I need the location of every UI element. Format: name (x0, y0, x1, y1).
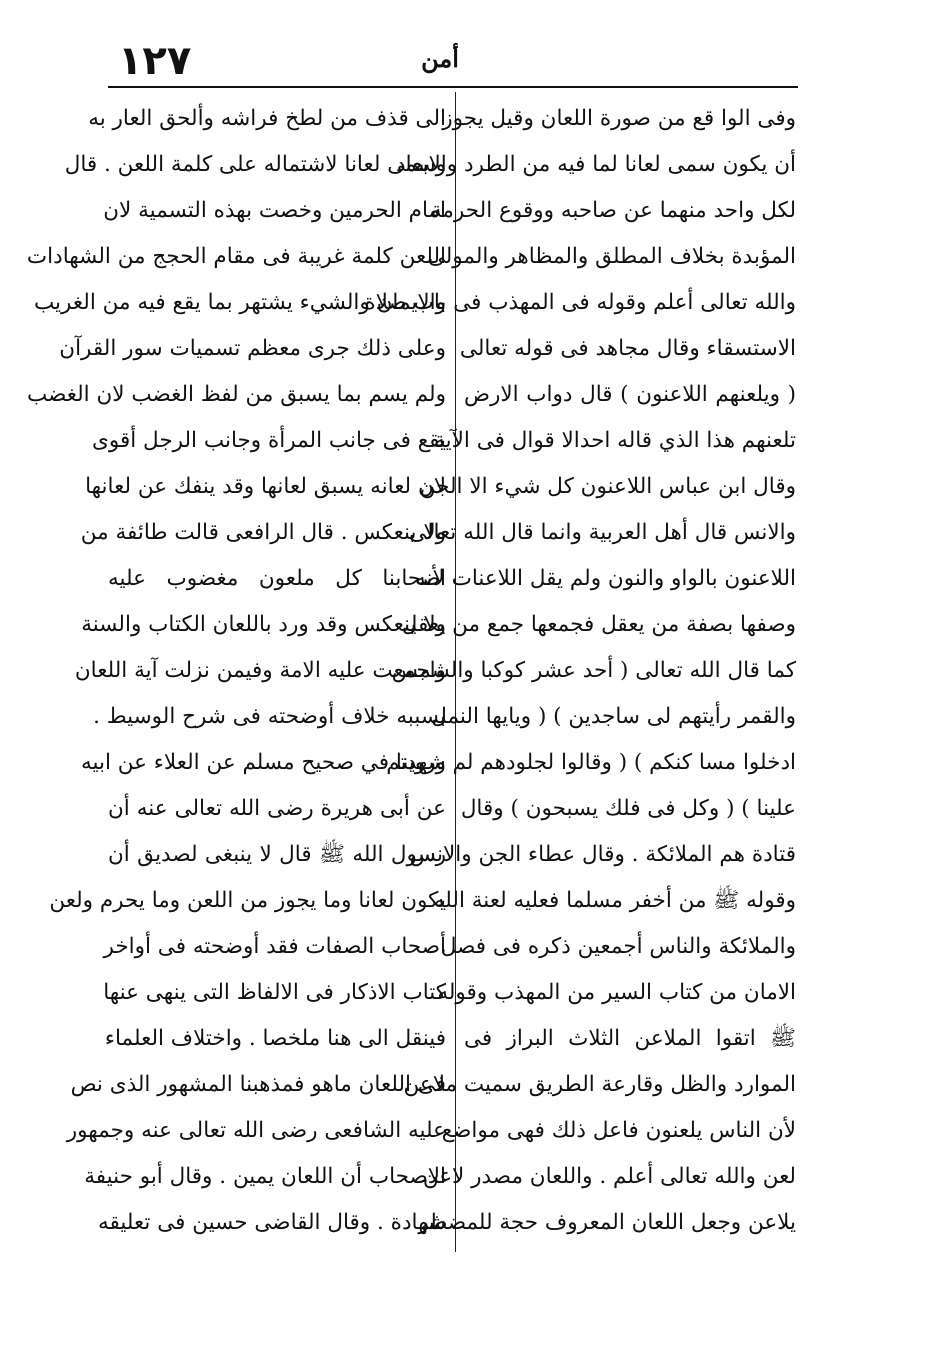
header-rule (108, 86, 798, 88)
text-line: يقع فى جانب المرأة وجانب الرجل أقوى (92, 428, 446, 453)
text-line: اصحابنا كل ملعون مغضوب عليه (108, 566, 446, 591)
text-line: وسمى لعانا لاشتماله على كلمة اللعن . قال (64, 152, 446, 177)
text-line: ﷺ اتقوا الملاعن الثلاث البراز فى (464, 1026, 796, 1051)
text-line: وصفها بصفة من يعقل فجمعها جمع من يعقل (401, 612, 796, 637)
text-line: يكون لعانا وما يجوز من اللعن وما يحرم ولعن (49, 888, 446, 913)
text-line: الامان من كتاب السير من المهذب وقوله (437, 980, 796, 1005)
text-line: وقال ابن عباس اللاعنون كل شيء الا الجن (419, 474, 796, 499)
text-line: واجمعت عليه الامة وفيمن نزلت آية اللعان (74, 658, 446, 683)
text-line: قتادة هم الملائكة . وقال عطاء الجن والانس (409, 842, 796, 867)
text-line: الموارد والظل وقارعة الطريق سميت ملاعن (403, 1072, 796, 1097)
text-line: كتاب الاذكار فى الالفاظ التى ينهى عنها (103, 980, 446, 1005)
text-line: عليه الشافعى رضى الله تعالى عنه وجمهور (66, 1118, 446, 1143)
text-line: ( ويلعنهم اللاعنون ) قال دواب الارض (464, 382, 796, 407)
text-line: شهادة . وقال القاضى حسين فى تعليقه (98, 1210, 446, 1235)
text-line: والله تعالى أعلم وقوله فى المهذب فى باب صلاة (364, 290, 796, 315)
right-column (364, 96, 796, 1246)
text-line: امام الحرمين وخصت بهذه التسمية لان (103, 198, 446, 223)
text-line: والايمان والشيء يشتهر بما يقع فيه من الغريب (33, 290, 446, 315)
text-line: اللاعنون بالواو والنون ولم يقل اللاعنات لأنه (414, 566, 796, 591)
text-line: ولا ينعكس . قال الرافعى قالت طائفة من (80, 520, 446, 545)
text-line: أصحاب الصفات فقد أوضحته فى أواخر (103, 934, 446, 959)
text-line: لأن الناس يلعنون فاعل ذلك فهى مواضع (441, 1118, 796, 1143)
text-line: والقمر رأيتهم لى ساجدين ) ( ويايها النمل (431, 704, 796, 729)
running-head: أمن (421, 44, 459, 73)
text-line: وعلى ذلك جرى معظم تسميات سور القرآن (59, 336, 446, 361)
text-line: أن يكون سمى لعانا لما فيه من الطرد والابعاد (396, 152, 796, 177)
text-line: وروينا في صحيح مسلم عن العلاء عن ابيه (80, 750, 446, 775)
text-line: لعن والله تعالى أعلم . واللعان مصدر لاعن (422, 1164, 796, 1189)
text-line: ادخلوا مسا كنكم ) ( وقالوا لجلودهم لم شهدتم (386, 750, 796, 775)
text-line: ولا ينعكس وقد ورد باللعان الكتاب والسنة (81, 612, 446, 637)
text-line: يلاعن وجعل اللعان المعروف حجة للمضطر (418, 1210, 796, 1235)
text-line: بسببه خلاف أوضحته فى شرح الوسيط . (93, 704, 446, 729)
text-line: كما قال الله تعالى ( أحد عشر كوكبا والشمس (391, 658, 796, 683)
text-line: فينقل الى هنا ملخصا . واختلاف العلماء (104, 1026, 446, 1051)
text-line: عن أبى هريرة رضى الله تعالى عنه أن (108, 796, 446, 821)
text-line: الى قذف من لطخ فراشه وألحق العار به (88, 106, 446, 131)
text-line: فى اللعان ماهو فمذهبنا المشهور الذى نص (70, 1072, 446, 1097)
text-line: اللعن كلمة غريبة فى مقام الحجج من الشهادات (26, 244, 446, 269)
text-line: ولم يسم بما يسبق من لفظ الغضب لان الغضب (26, 382, 446, 407)
page-number: ١٢٧ (118, 38, 192, 84)
text-line: لان لعانه يسبق لعانها وقد ينفك عن لعانها (85, 474, 446, 499)
text-line: الاصحاب أن اللعان يمين . وقال أبو حنيفة (84, 1164, 446, 1189)
text-line: رسول الله ﷺ قال لا ينبغى لصديق أن (108, 842, 446, 867)
text-line: وقوله ﷺ من أخفر مسلما فعليه لعنة الله (433, 888, 796, 913)
text-line: والانس قال أهل العربية وانما قال الله تعالى (409, 520, 796, 545)
text-line: تلعنهم هذا الذي قاله احدالا قوال فى الآية (434, 428, 796, 453)
text-line: المؤبدة بخلاف المطلق والمظاهر والمولى (427, 244, 796, 269)
text-line: وفى الوا قع من صورة اللعان وقيل يجوز (442, 106, 796, 131)
text-line: الاستسقاء وقال مجاهد فى قوله تعالى (459, 336, 796, 361)
text-line: علينا ) ( وكل فى فلك يسبحون ) وقال (460, 796, 796, 821)
text-line: لكل واحد منهما عن صاحبه ووقوع الحرمة (430, 198, 796, 223)
left-column (26, 96, 446, 1246)
text-line: والملائكة والناس أجمعين ذكره فى فصل (440, 934, 796, 959)
